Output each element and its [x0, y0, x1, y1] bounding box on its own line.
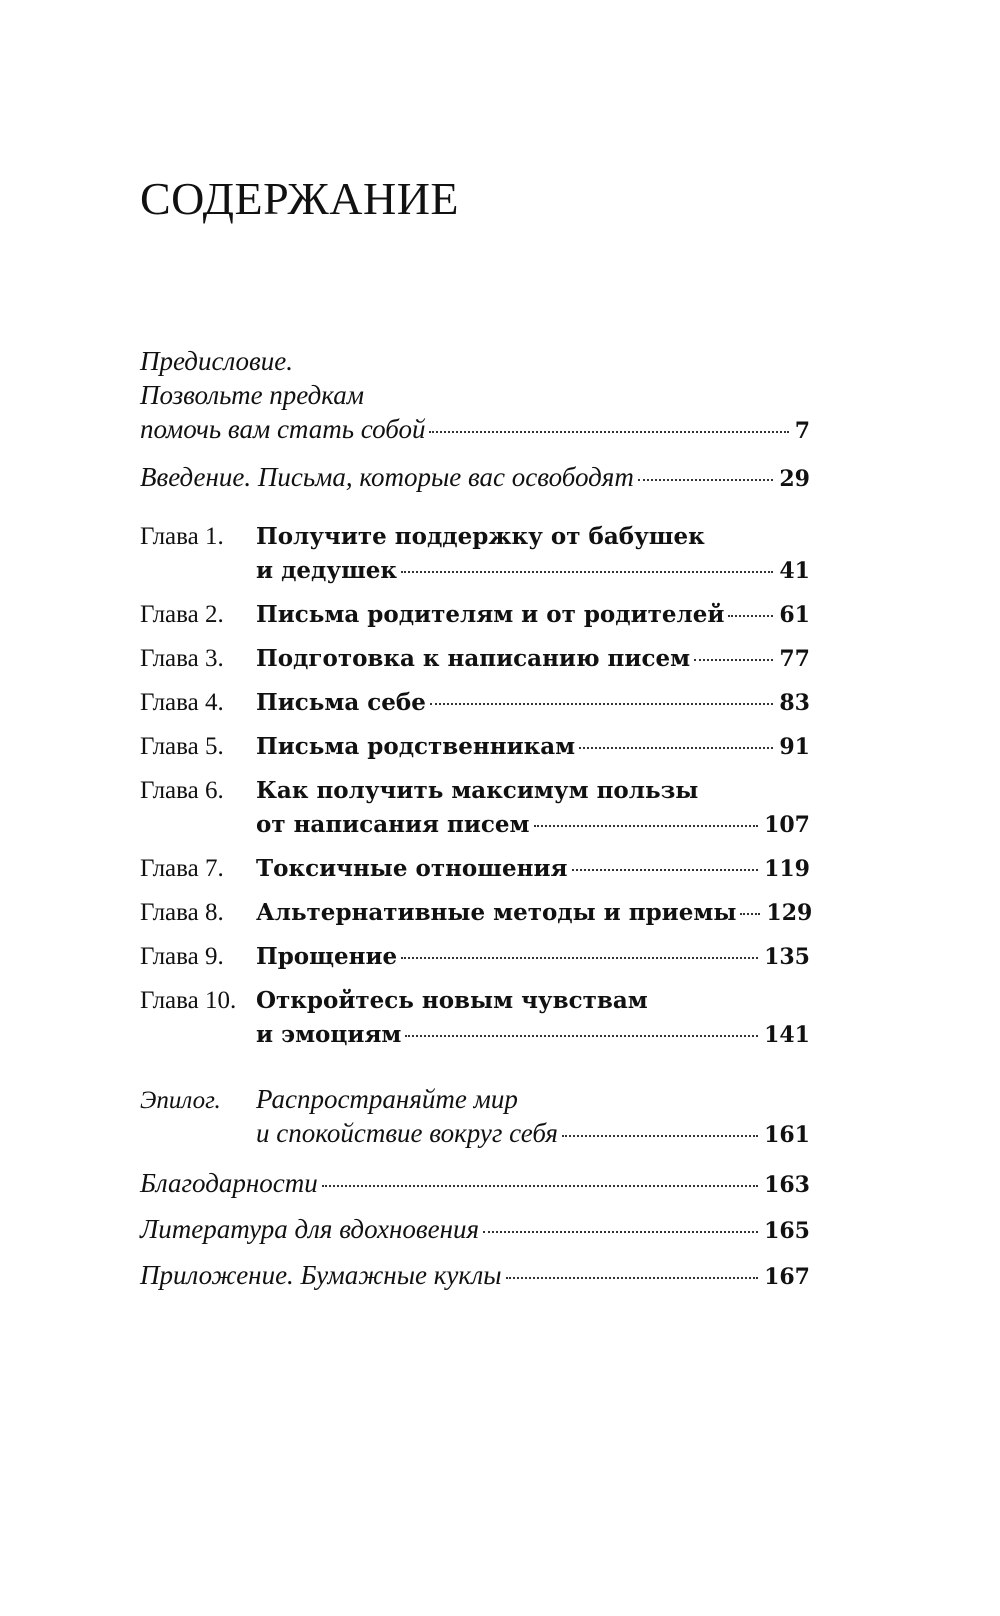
toc-entry-chapter-7[interactable] — [140, 852, 810, 886]
toc-entry-chapter-10[interactable] — [140, 984, 810, 1052]
toc-entry-chapter-2[interactable] — [140, 598, 810, 632]
entry-title-line: Письма себе — [256, 689, 426, 716]
toc-entry-chapter-3[interactable] — [140, 642, 810, 676]
entry-title-line: и эмоциям — [256, 1021, 402, 1048]
chapter-label: Глава 1. — [140, 523, 224, 550]
entry-title-line: Токсичные отношения — [256, 855, 568, 882]
entry-title-line: от написания писем — [256, 811, 530, 838]
dot-leader — [740, 913, 760, 915]
entry-title-line: Предисловие. — [140, 346, 294, 376]
toc-entry-chapter-6[interactable] — [140, 774, 810, 842]
page-number: 107 — [764, 812, 810, 838]
epilogue-label: Эпилог. — [140, 1087, 221, 1114]
toc-entry-acknowledgements[interactable] — [140, 1166, 810, 1200]
dot-leader — [430, 703, 773, 705]
entry-title-line: Приложение. Бумажные куклы — [140, 1260, 502, 1290]
entry-title-line: Альтернативные методы и приемы — [256, 899, 737, 926]
toc-entry-appendix[interactable] — [140, 1258, 810, 1292]
entry-title-line: Позвольте предкам — [140, 380, 364, 410]
dot-leader — [534, 825, 759, 827]
toc-entry-introduction[interactable] — [140, 460, 810, 494]
chapter-label: Глава 5. — [140, 733, 224, 760]
page-number: 61 — [779, 602, 810, 628]
chapter-label: Глава 2. — [140, 601, 224, 628]
entry-title-line: помочь вам стать собой — [140, 414, 426, 444]
dot-leader — [405, 1035, 758, 1037]
toc-entry-chapter-4[interactable] — [140, 686, 810, 720]
chapter-label: Глава 9. — [140, 943, 224, 970]
toc-entry-chapter-1[interactable] — [140, 520, 810, 588]
dot-leader — [506, 1277, 759, 1279]
page-number: 165 — [764, 1218, 810, 1244]
chapter-label: Глава 8. — [140, 899, 224, 926]
dot-leader — [694, 659, 773, 661]
toc-entry-preface[interactable] — [140, 344, 810, 446]
entry-title-line: Откройтесь новым чувствам — [256, 987, 648, 1014]
page-number: 129 — [766, 900, 813, 926]
chapter-label: Глава 6. — [140, 777, 224, 804]
entry-title-line: Подготовка к написанию писем — [256, 645, 691, 672]
dot-leader — [322, 1185, 758, 1187]
page-number: 141 — [764, 1022, 810, 1048]
page-number: 7 — [794, 418, 810, 444]
entry-title-line: Литература для вдохновения — [140, 1214, 480, 1244]
entry-title-line: Распространяйте мир — [256, 1084, 518, 1114]
page-number: 135 — [764, 944, 810, 970]
toc-entry-chapter-8[interactable] — [140, 896, 813, 930]
dot-leader — [638, 479, 774, 481]
entry-title-line: и спокойствие вокруг себя — [256, 1118, 558, 1148]
page-number: 41 — [779, 558, 810, 584]
page-number: 167 — [764, 1264, 810, 1290]
dot-leader — [728, 615, 773, 617]
page-number: 29 — [779, 466, 810, 492]
entry-title-line: и дедушек — [256, 557, 398, 584]
entry-title-line: Введение. Письма, которые вас освободят — [140, 462, 634, 492]
page-number: 161 — [764, 1122, 810, 1148]
toc-entry-literature[interactable] — [140, 1212, 810, 1246]
entry-title-line: Письма родственникам — [256, 733, 576, 760]
dot-leader — [401, 957, 758, 959]
entry-title-line: Письма родителям и от родителей — [256, 601, 725, 628]
chapter-label: Глава 3. — [140, 645, 224, 672]
table-of-contents — [140, 0, 813, 1616]
chapter-label: Глава 4. — [140, 689, 224, 716]
dot-leader — [562, 1135, 758, 1137]
page-number: 91 — [779, 734, 810, 760]
chapter-label: Глава 7. — [140, 855, 224, 882]
entry-title-line: Прощение — [256, 943, 398, 970]
dot-leader — [572, 869, 759, 871]
entry-title-line: Благодарности — [140, 1168, 318, 1198]
dot-leader — [429, 431, 788, 433]
toc-entry-chapter-9[interactable] — [140, 940, 810, 974]
chapter-label: Глава 10. — [140, 987, 237, 1014]
page-number: 77 — [779, 646, 810, 672]
page-number: 163 — [764, 1172, 810, 1198]
page-number: 83 — [779, 690, 810, 716]
dot-leader — [401, 571, 773, 573]
dot-leader — [483, 1231, 758, 1233]
page-number: 119 — [764, 856, 810, 882]
page-title: СОДЕРЖАНИЕ — [140, 173, 460, 224]
dot-leader — [579, 747, 773, 749]
entry-title-line: Получите поддержку от бабушек — [256, 523, 705, 550]
toc-entry-chapter-5[interactable] — [140, 730, 810, 764]
entry-title-line: Как получить максимум пользы — [256, 777, 699, 804]
toc-entry-epilogue[interactable] — [140, 1082, 810, 1150]
